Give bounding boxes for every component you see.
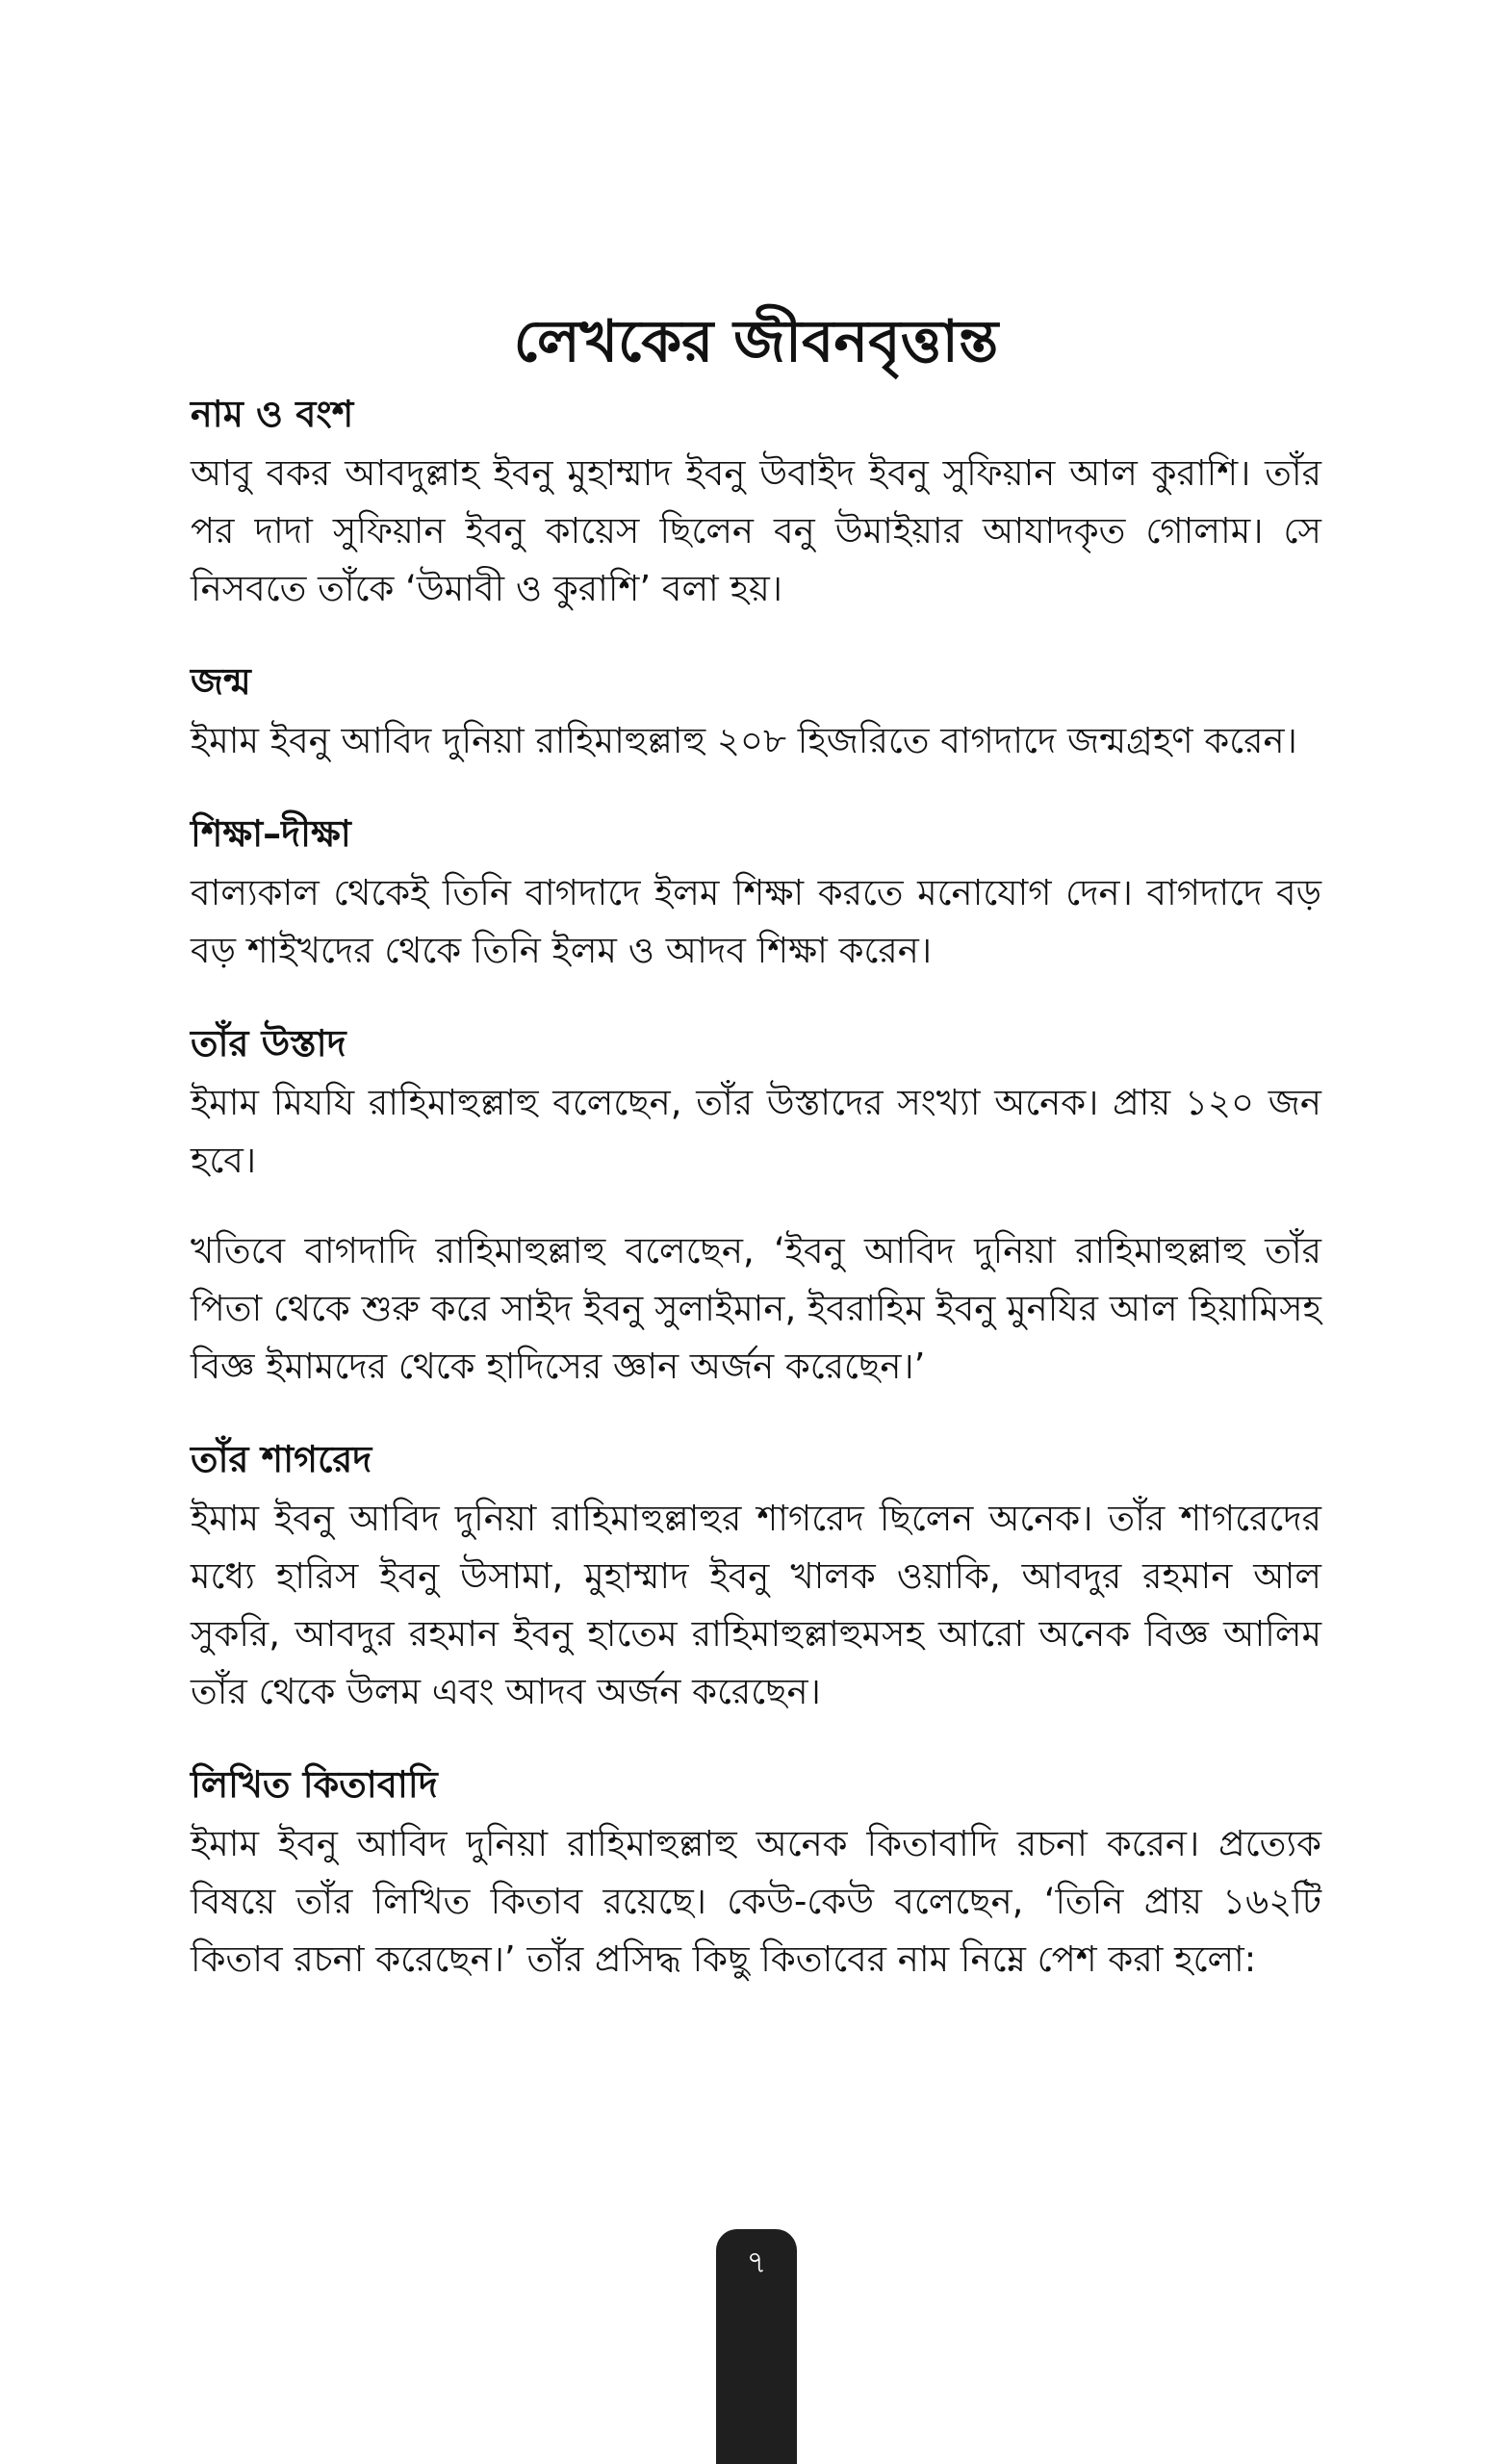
page-number: ৭ [746, 2244, 767, 2280]
paragraph: বাল্যকাল থেকেই তিনি বাগদাদে ইলম শিক্ষা করতে মনোযোগ দেন। বাগদাদে বড় বড় শাইখদের থেকে তিনি ইলম ও আদব শিক্ষা করেন। [191, 872, 1321, 971]
paragraph: ইমাম ইবনু আবিদ দুনিয়া রাহিমাহুল্লাহু ২০৮ হিজরিতে বাগদাদে জন্মগ্রহণ করেন। [191, 720, 1297, 761]
paragraph: ইমাম মিযযি রাহিমাহুল্লাহু বলেছেন, তাঁর উস্তাদের সংখ্যা অনেক। প্রায় ১২০ জন হবে। [191, 1082, 1321, 1181]
section-teachers [191, 1013, 1321, 1396]
page-title: লেখকের জীবনবৃত্তান্ত [513, 308, 999, 376]
section-heading: জন্ম [191, 660, 251, 703]
paragraph: ইমাম ইবনু আবিদ দুনিয়া রাহিমাহুল্লাহুর শাগরেদ ছিলেন অনেক। তাঁর শাগরেদের মধ্যে হারিস ইবনু উসামা, মুহাম্মাদ ইবনু খালক ওয়াকি, আবদুর রহমান আল সুকরি, আবদুর রহমান ইবনু হাতেম রাহিমাহুল্লাহুমসহ আরো অনেক বিজ্ঞ আলিম তাঁর থেকে উলম এবং আদব অর্জন করেছেন। [191, 1498, 1321, 1712]
page-number-tab [716, 2229, 797, 2464]
paragraph: খতিবে বাগদাদি রাহিমাহুল্লাহু বলেছেন, ‘ইবনু আবিদ দুনিয়া রাহিমাহুল্লাহু তাঁর পিতা থেকে শুরু করে সাইদ ইবনু সুলাইমান, ইবরাহিম ইবনু মুনযির আল হিয়ামিসহ বিজ্ঞ ইমামদের থেকে হাদিসের জ্ঞান অর্জন করেছেন।’ [191, 1230, 1321, 1387]
section-heading: শিক্ষা–দীক্ষা [191, 812, 351, 855]
paragraph: ইমাম ইবনু আবিদ দুনিয়া রাহিমাহুল্লাহু অনেক কিতাবাদি রচনা করেন। প্রত্যেক বিষয়ে তাঁর লিখিত কিতাব রয়েছে। কেউ-কেউ বলেছেন, ‘তিনি প্রায় ১৬২টি কিতাব রচনা করেছেন।’ তাঁর প্রসিদ্ধ কিছু কিতাবের নাম নিম্নে পেশ করা হলো: [191, 1823, 1321, 1980]
section-written-works [191, 1754, 1321, 1989]
section-birth [191, 651, 1321, 770]
section-heading: তাঁর উস্তাদ [191, 1022, 346, 1065]
section-heading: লিখিত কিতাবাদি [191, 1763, 438, 1806]
section-heading: নাম ও বংশ [191, 393, 354, 435]
section-students [191, 1428, 1321, 1721]
section-name-lineage [191, 383, 1321, 618]
paragraph: আবু বকর আবদুল্লাহ ইবনু মুহাম্মাদ ইবনু উবাইদ ইবনু সুফিয়ান আল কুরাশি। তাঁর পর দাদা সুফিয়ান ইবনু কায়েস ছিলেন বনু উমাইয়ার আযাদকৃত গোলাম। সে নিসবতে তাঁকে ‘উমাবী ও কুরাশি’ বলা হয়। [191, 452, 1321, 609]
section-heading: তাঁর শাগরেদ [191, 1438, 372, 1480]
page-body [191, 383, 1321, 2021]
section-education [191, 803, 1321, 980]
